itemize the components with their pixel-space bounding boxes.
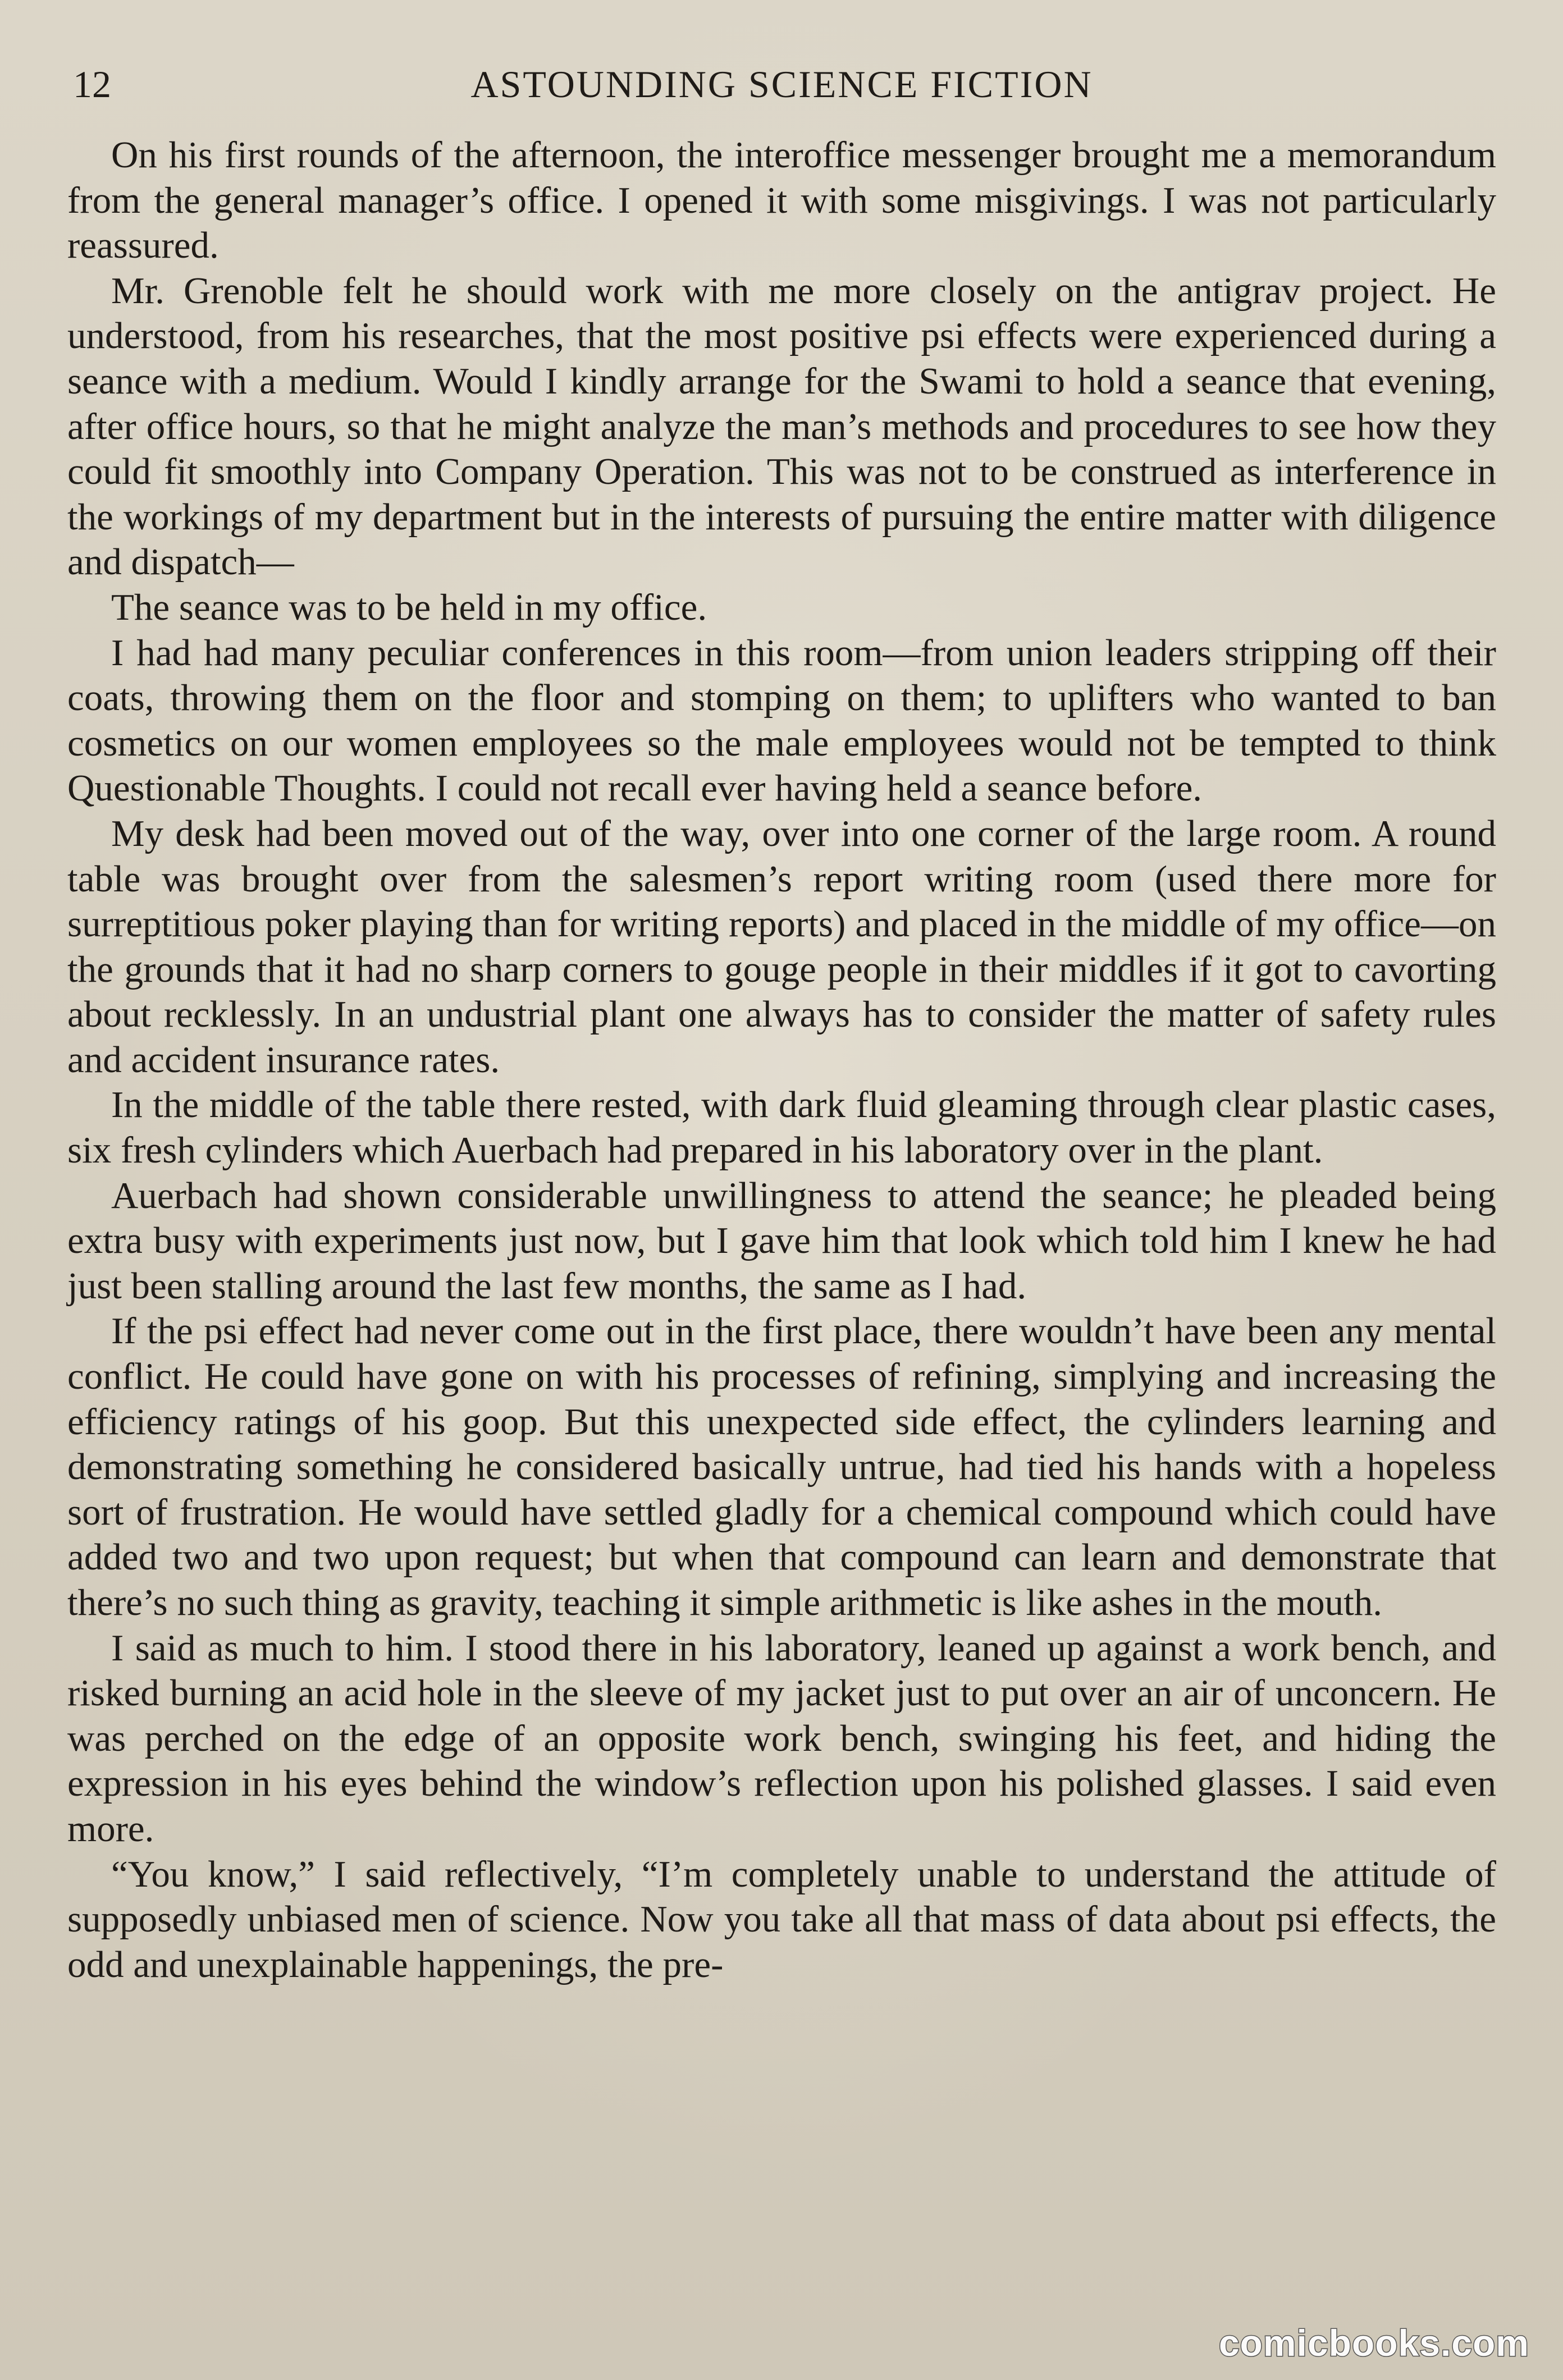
page-header (67, 56, 1496, 112)
paragraph: “You know,” I said reflectively, “I’m completely unable to understand the attitude of supposedly unbiased men of science. Now you take all that mass of data about psi effects, the odd and unexplainable happenings, the pre- (67, 1853, 1496, 1985)
article-body (67, 132, 1496, 1987)
watermark-logo: comicbooks.com (1218, 2322, 1529, 2364)
paragraph: The seance was to be held in my office. (111, 586, 707, 628)
paragraph: I said as much to him. I stood there in his laboratory, leaned up against a work bench, and risked burning an acid hole in the sleeve of my jacket just to put over an air of unconcern. He was perched on the edge of an opposite work bench, swinging his feet, and hiding the expression in his eyes behind the window’s reflection upon his polished glasses. I said even more. (67, 1627, 1496, 1850)
running-head: ASTOUNDING SCIENCE FICTION (470, 63, 1093, 106)
paragraph: If the psi effect had never come out in the first place, there wouldn’t have been any mental conflict. He could have gone on with his processes of refining, simplying and increasing the efficiency ratings of his goop. But this unexpected side effect, the cylinders learning and demonstrating something he considered basically untrue, had tied his hands with a hopeless sort of frustration. He would have settled gladly for a chemical compound which could have added two and two upon request; but when that compound can learn and demonstrate that there’s no such thing as gravity, teaching it simple arithmetic is like ashes in the mouth. (67, 1310, 1496, 1623)
paragraph: On his first rounds of the afternoon, the interoffice messenger brought me a memorandum from the general manager’s office. I opened it with some misgivings. I was not particularly reassured. (67, 134, 1496, 267)
paragraph: I had had many peculiar conferences in this room—from union leaders stripping off their coats, throwing them on the floor and stomping on them; to uplifters who wanted to ban cosmetics on our women employees so the male employees would not be tempted to think Questionable Thoughts. I could not recall ever having held a seance before. (67, 631, 1496, 809)
paragraph: My desk had been moved out of the way, over into one corner of the large room. A round table was brought over from the salesmen’s report writing room (used there more for surreptitious poker playing than for writing reports) and placed in the middle of my office—on the grounds that it had no sharp corners to gouge people in their middles if it got to cavorting about recklessly. In an undustrial plant one always has to consider the matter of safety rules and accident insurance rates. (67, 812, 1496, 1081)
paragraph: In the middle of the table there rested, with dark fluid gleaming through clear plastic cases, six fresh cylinders which Auerbach had prepared in his laboratory over in the plant. (67, 1084, 1496, 1171)
paragraph: Auerbach had shown considerable unwillingness to attend the seance; he pleaded being extra busy with experiments just now, but I gave him that look which told him I knew he had just been stalling around the last few months, the same as I had. (67, 1174, 1496, 1307)
paragraph: Mr. Grenoble felt he should work with me more closely on the antigrav project. He understood, from his researches, that the most positive psi effects were experienced during a seance with a medium. Would I kindly arrange for the Swami to hold a seance that evening, after office hours, so that he might analyze the man’s methods and procedures to see how they could fit smoothly into Company Operation. This was not to be construed as interference in the workings of my department but in the interests of pursuing the entire matter with diligence and dispatch— (67, 269, 1496, 583)
page-number: 12 (73, 63, 111, 106)
